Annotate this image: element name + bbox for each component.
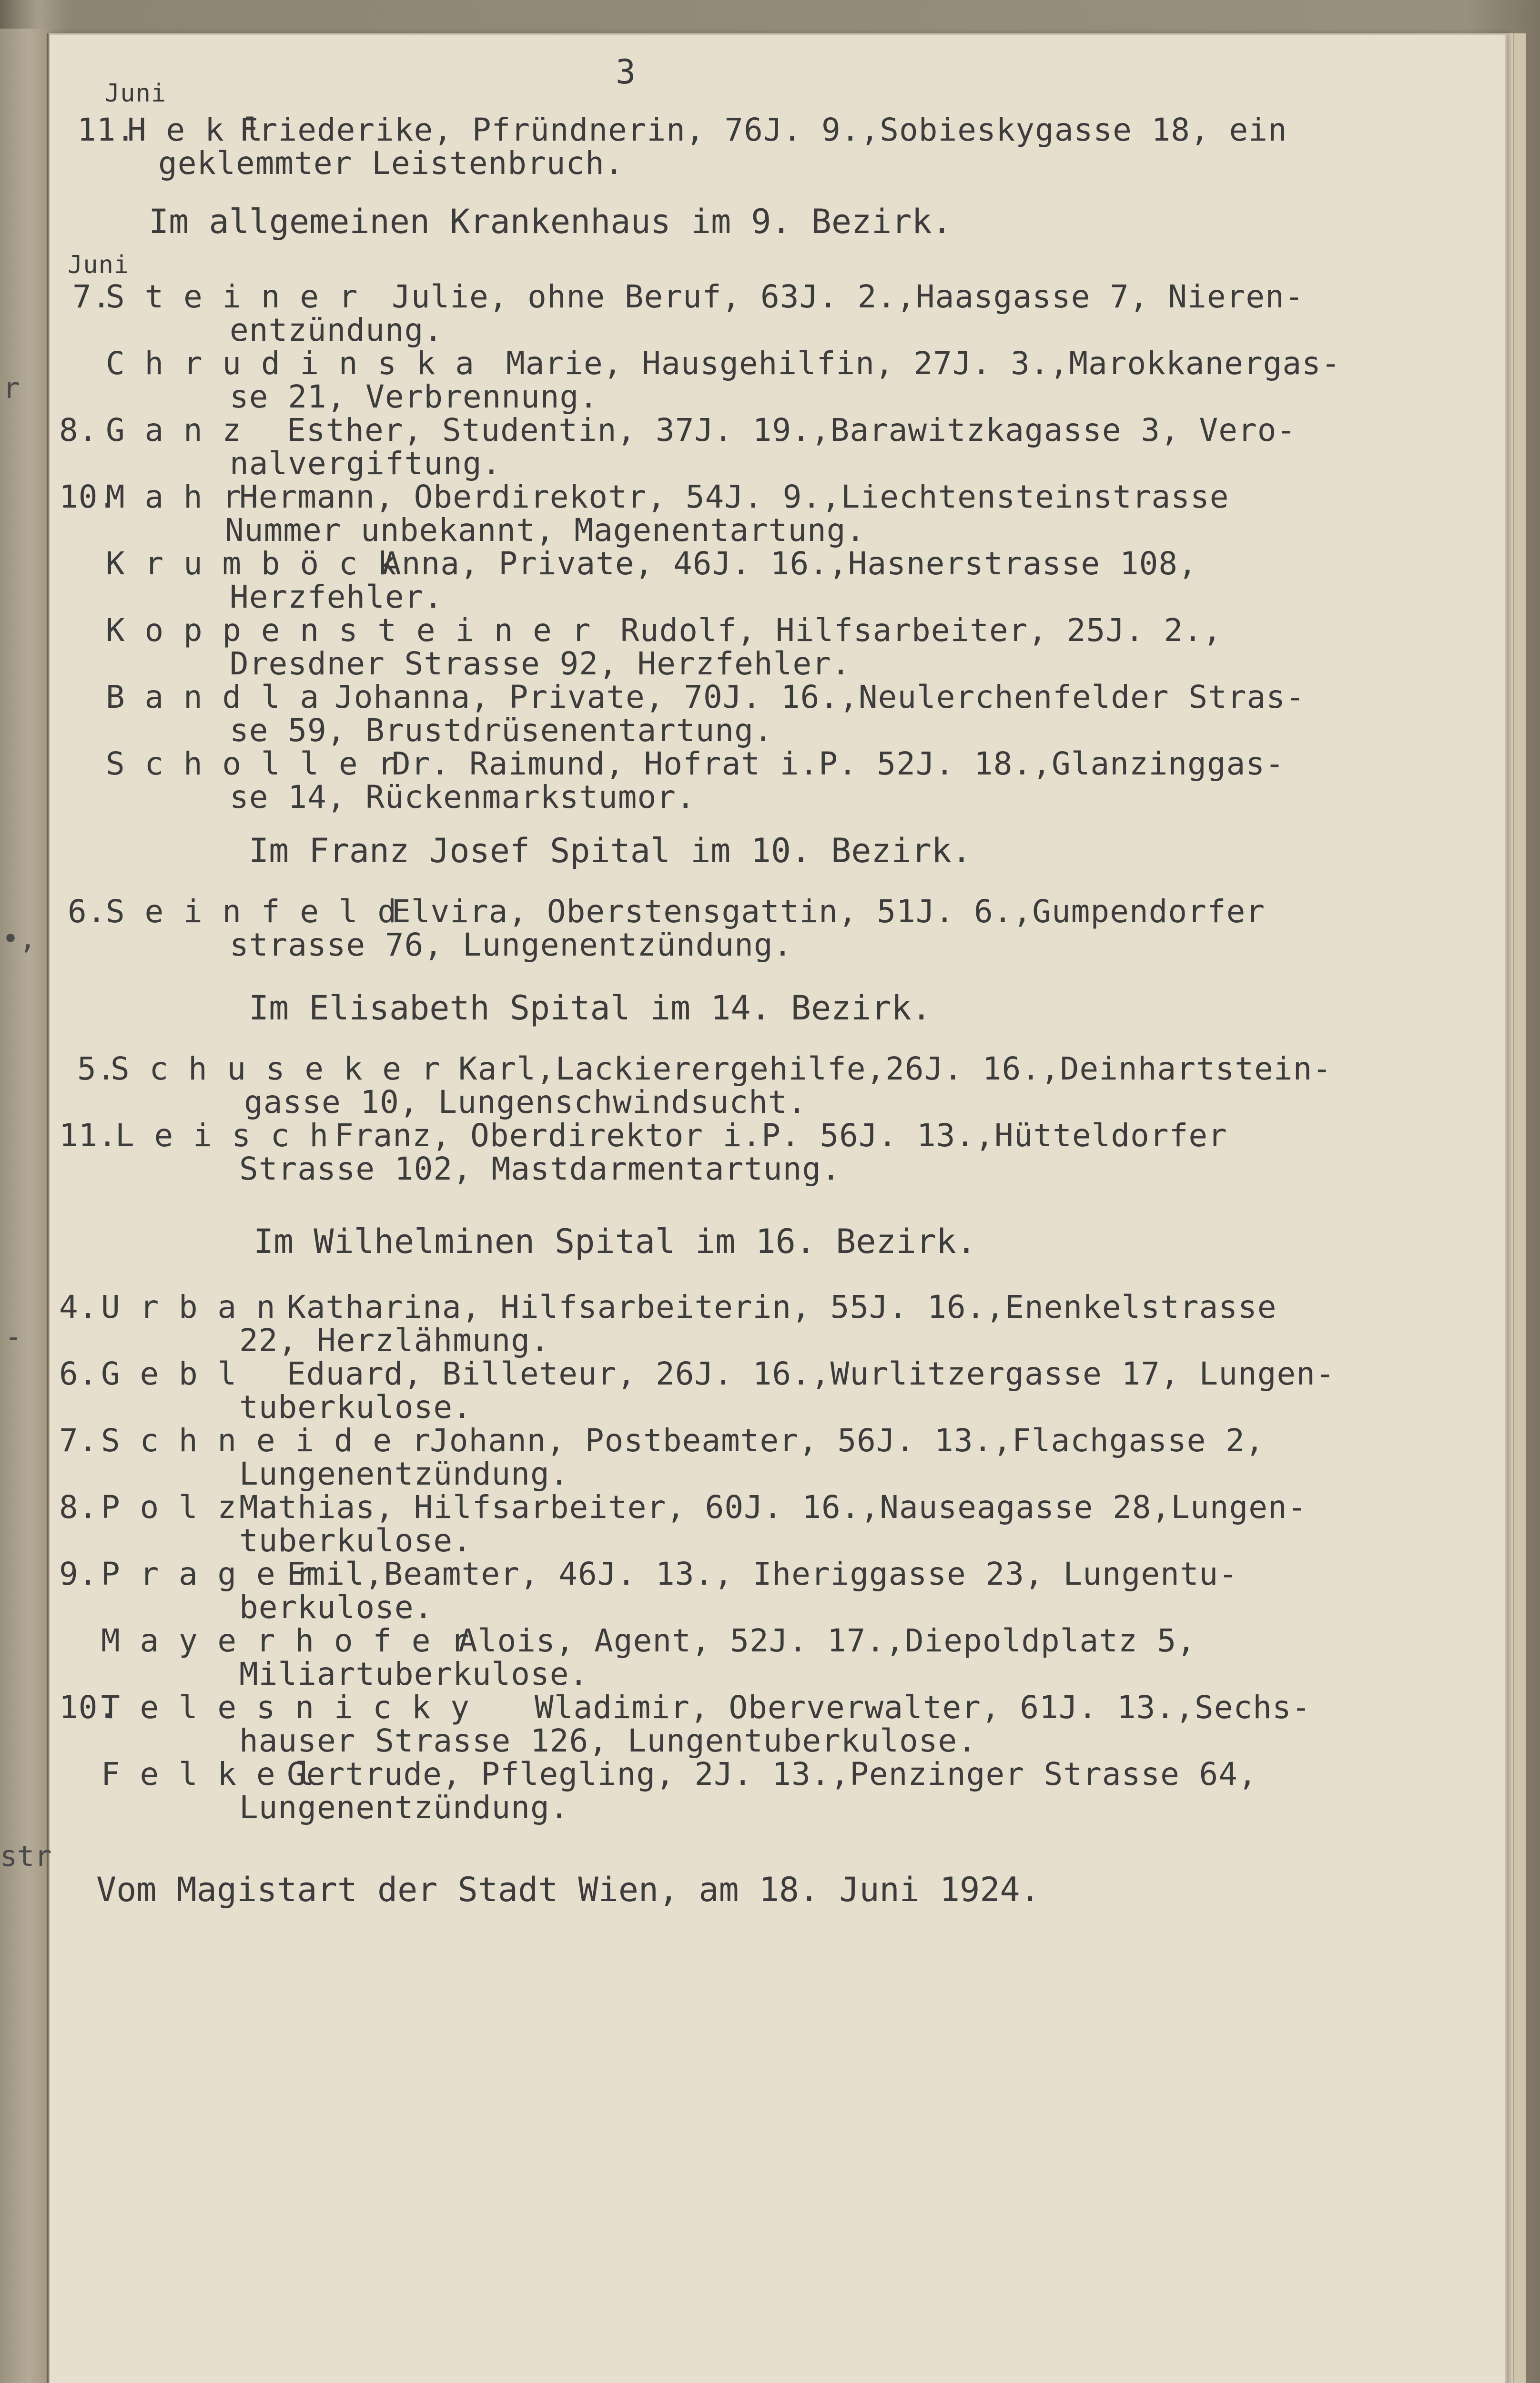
entry-day: 9. [59, 1556, 98, 1592]
entry-day: 6. [68, 893, 107, 930]
entry-text: Franz, Oberdirektor i.P. 56J. 13.,Hütteldorfer [334, 1117, 1227, 1154]
entry-continuation: gasse 10, Lungenschwindsucht. [244, 1084, 807, 1120]
entry-continuation: Dresdner Strasse 92, Herzfehler. [230, 645, 851, 682]
entry-continuation: se 59, Brustdrüsenentartung. [230, 712, 773, 749]
margin-mark: •, [2, 922, 37, 956]
entry-text: Marie, Hausgehilfin, 27J. 3.,Marokkanergas- [506, 345, 1341, 382]
entry-surname: H e k l [127, 112, 263, 148]
entry-surname: C h r u d i n s k a [106, 345, 475, 382]
month-label: Juni [68, 251, 130, 279]
entry-surname: S e i n f e l d [106, 893, 397, 930]
entry-text: Anna, Private, 46J. 16.,Hasnerstrasse 108, [382, 545, 1197, 582]
entry-surname: K o p p e n s t e i n e r [106, 612, 591, 649]
entry-surname: M a h r [106, 479, 242, 515]
entry-text: Gertrude, Pflegling, 2J. 13.,Penzinger Strasse 64, [287, 1756, 1257, 1792]
entry-continuation: 22, Herzlähmung. [239, 1322, 550, 1359]
section-heading: Im Wilhelminen Spital im 16. Bezirk. [253, 1222, 977, 1261]
entry-text: Rudolf, Hilfsarbeiter, 25J. 2., [620, 612, 1222, 649]
entry-continuation: Miliartuberkulose. [239, 1656, 589, 1692]
entry-surname: K r u m b ö c k [106, 545, 397, 582]
entry-text: Johann, Postbeamter, 56J. 13.,Flachgasse 2, [430, 1422, 1265, 1459]
section-heading: Im allgemeinen Krankenhaus im 9. Bezirk. [149, 202, 952, 241]
entry-day: 8. [59, 1489, 98, 1526]
entry-text: Alois, Agent, 52J. 17.,Diepoldplatz 5, [458, 1622, 1196, 1659]
entry-day: 7. [72, 278, 111, 315]
entry-text: Katharina, Hilfsarbeiterin, 55J. 16.,Enenkelstrasse [287, 1289, 1277, 1325]
entry-surname: L e i s c h [115, 1117, 329, 1154]
entry-continuation: geklemmter Leistenbruch. [158, 145, 624, 182]
entry-surname: T e l e s n i c k y [101, 1689, 470, 1726]
entry-day: 10. [59, 479, 118, 515]
entry-surname: P r a g e r [101, 1556, 315, 1592]
margin-mark: - [5, 1320, 22, 1354]
entry-surname: S c h o l l e r [106, 745, 397, 782]
entry-text: Eduard, Billeteur, 26J. 16.,Wurlitzergasse 17, Lungen- [287, 1355, 1335, 1392]
entry-continuation: berkulose. [239, 1589, 434, 1626]
entry-surname: S t e i n e r [106, 278, 358, 315]
closing-line: Vom Magistart der Stadt Wien, am 18. Juni 1924. [96, 1870, 1040, 1909]
entry-surname: F e l k e l [101, 1756, 315, 1792]
section-heading: Im Franz Josef Spital im 10. Bezirk. [249, 831, 972, 870]
entry-continuation: nalvergiftung. [230, 445, 502, 482]
entry-text: Esther, Studentin, 37J. 19.,Barawitzkagasse 3, Vero- [287, 412, 1297, 448]
entry-day: 6. [59, 1355, 98, 1392]
margin-mark: str [0, 1840, 52, 1873]
document-page [47, 33, 1507, 2383]
entry-day: 4. [59, 1289, 98, 1325]
entry-surname: P o l z [101, 1489, 237, 1526]
entry-text: Julie, ohne Beruf, 63J. 2.,Haasgasse 7, Nieren- [392, 278, 1304, 315]
page-number: 3 [616, 52, 636, 92]
entry-day: 8. [59, 412, 98, 448]
entry-continuation: hauser Strasse 126, Lungentuberkulose. [239, 1722, 977, 1759]
entry-text: Friederike, Pfründnerin, 76J. 9.,Sobieskygasse 18, ein [239, 112, 1287, 148]
entry-surname: S c h n e i d e r [101, 1422, 431, 1459]
entry-text: Johanna, Private, 70J. 16.,Neulerchenfelder Stras- [334, 679, 1305, 715]
entry-continuation: tuberkulose. [239, 1522, 472, 1559]
entry-continuation: se 14, Rückenmarkstumor. [230, 779, 696, 815]
entry-day: 5. [77, 1050, 116, 1087]
entry-text: Emil,Beamter, 46J. 13., Iheriggasse 23, Lungentu- [287, 1556, 1238, 1592]
entry-day: 11. [77, 112, 136, 148]
entry-text: Wladimir, Oberverwalter, 61J. 13.,Sechs- [535, 1689, 1311, 1726]
entry-surname: B a n d l a [106, 679, 320, 715]
entry-surname: S c h u s e k e r [111, 1050, 441, 1087]
entry-day: 11. [59, 1117, 118, 1154]
entry-continuation: Herzfehler. [230, 579, 444, 615]
entry-text: Elvira, Oberstensgattin, 51J. 6.,Gumpendorfer [392, 893, 1266, 930]
entry-continuation: Strasse 102, Mastdarmentartung. [239, 1151, 841, 1187]
margin-mark: r [3, 372, 20, 405]
entry-surname: G a n z [106, 412, 242, 448]
month-label: Juni [105, 79, 167, 108]
entry-day: 7. [59, 1422, 98, 1459]
entry-text: Hermann, Oberdirekotr, 54J. 9.,Liechtensteinstrasse [239, 479, 1229, 515]
section-heading: Im Elisabeth Spital im 14. Bezirk. [249, 988, 932, 1028]
entry-text: Mathias, Hilfsarbeiter, 60J. 16.,Nauseagasse 28,Lungen- [239, 1489, 1307, 1526]
entry-continuation: strasse 76, Lungenentzündung. [230, 927, 793, 963]
entry-surname: U r b a n [101, 1289, 276, 1325]
page-edge-stack [1513, 33, 1526, 2383]
entry-continuation: Nummer unbekannt, Magenentartung. [225, 512, 866, 549]
entry-text: Karl,Lackierergehilfe,26J. 16.,Deinhartstein- [458, 1050, 1332, 1087]
entry-continuation: se 21, Verbrennung. [230, 378, 598, 415]
entry-continuation: entzündung. [230, 312, 444, 348]
entry-continuation: Lungenentzündung. [239, 1789, 569, 1826]
entry-surname: M a y e r h o f e r [101, 1622, 470, 1659]
entry-continuation: tuberkulose. [239, 1389, 472, 1426]
entry-continuation: Lungenentzündung. [239, 1456, 569, 1492]
entry-day: 10. [59, 1689, 118, 1726]
entry-surname: G e b l [101, 1355, 237, 1392]
entry-text: Dr. Raimund, Hofrat i.P. 52J. 18.,Glanzinggas- [392, 745, 1285, 782]
